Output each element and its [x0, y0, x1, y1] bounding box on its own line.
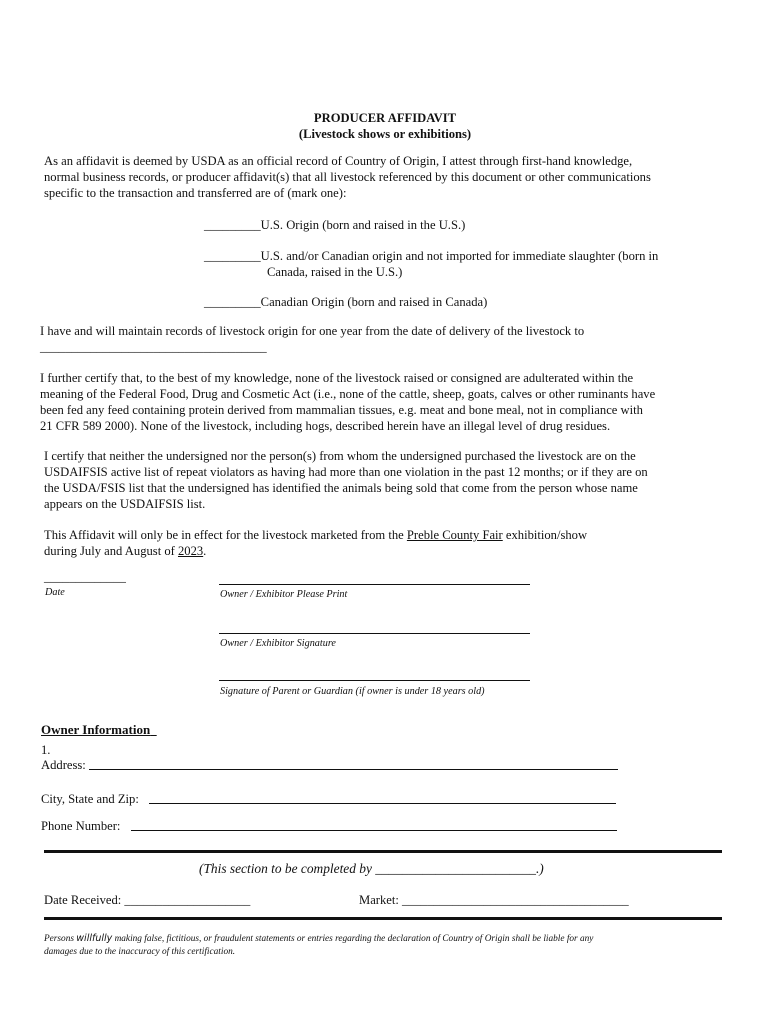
records-delivery-blank[interactable]: ____________________________________ [40, 340, 267, 354]
option-us-canadian-origin[interactable] [204, 248, 658, 264]
footer-line-1 [44, 933, 593, 944]
page-subtitle: (Livestock shows or exhibitions) [298, 127, 472, 141]
intro-line-2: normal business records, or producer affidavit(s) that all livestock referenced by this document or other communications [44, 170, 651, 184]
certify-1-line-4: 21 CFR 589 2000). None of the livestock, including hogs, described herein have an illegal level of drug residues. [40, 419, 611, 433]
footer-line-2: damages due to the inaccuracy of this certification. [44, 947, 236, 957]
owner-signature-line[interactable] [219, 633, 530, 634]
option-blank[interactable]: _________ [204, 295, 261, 309]
certify-1-line-1: I further certify that, to the best of my knowledge, none of the livestock raised or consigned are adulterated within the [40, 371, 634, 385]
effect-text: This Affidavit will only be in effect for the livestock marketed from the [44, 528, 407, 542]
date-label: Date [45, 587, 65, 598]
city-label: City, State and Zip: [41, 792, 139, 806]
market-field[interactable]: Market: ____________________________________ [359, 893, 629, 907]
date-received[interactable]: Date Received: ____________________ [44, 893, 251, 907]
option-blank[interactable]: _________ [204, 218, 261, 232]
footer-emphasis: willfully [76, 933, 113, 944]
phone-field[interactable] [131, 830, 617, 831]
section-divider-bottom [44, 917, 722, 920]
option-blank[interactable]: _________ [204, 249, 261, 263]
address-field[interactable] [89, 769, 618, 770]
footer-text: making false, fictitious, or fraudulent statements or entries regarding the declaration of Country of Origin shall be liable for any [112, 934, 594, 944]
owner-signature-label: Owner / Exhibitor Signature [220, 638, 336, 649]
option-label-continued: Canada, raised in the U.S.) [267, 265, 403, 279]
owner-print-line[interactable] [219, 584, 530, 585]
footer-text: Persons [44, 934, 77, 944]
page-title: PRODUCER AFFIDAVIT [313, 111, 457, 125]
guardian-signature-label: Signature of Parent or Guardian (if owner is under 18 years old) [220, 686, 485, 697]
address-label: Address: [41, 758, 86, 772]
owner-print-label: Owner / Exhibitor Please Print [220, 589, 348, 600]
effect-text: . [203, 544, 207, 558]
completed-by: (This section to be completed by ________________________.) [199, 861, 544, 876]
records-line-1: I have and will maintain records of livestock origin for one year from the date of delivery of the livestock to [40, 324, 585, 338]
certify-2-line-1: I certify that neither the undersigned nor the person(s) from whom the undersigned purchased the livestock are on the [44, 449, 636, 463]
certify-1-line-2: meaning of the Federal Food, Drug and Cosmetic Act (i.e., none of the cattle, sheep, goats, calves or other ruminants have [40, 387, 656, 401]
fair-year: 2023 [177, 544, 204, 558]
certify-2-line-3: the USDA/FSIS list that the undersigned has identified the animals being sold that come from the person whose name [44, 481, 638, 495]
certify-1-line-3: been fed any feed containing protein derived from mammalian tissues, e.g. meat and bone meal, not in compliance with [40, 403, 643, 417]
option-canadian-origin[interactable] [204, 294, 487, 310]
option-label: Canadian Origin (born and raised in Canada) [260, 295, 488, 309]
effect-text: during July and August of [44, 544, 178, 558]
intro-line-1: As an affidavit is deemed by USDA as an official record of Country of Origin, I attest through first-hand knowledge, [44, 154, 633, 168]
intro-line-3: specific to the transaction and transferred are of (mark one): [44, 186, 347, 200]
option-label: U.S. and/or Canadian origin and not imported for immediate slaughter (born in [260, 249, 659, 263]
guardian-signature-line[interactable] [219, 680, 530, 681]
option-label: U.S. Origin (born and raised in the U.S.) [260, 218, 466, 232]
certify-2-line-2: USDAIFSIS active list of repeat violators as having had more than one violation in the past 12 months; or if they are on [44, 465, 648, 479]
city-field[interactable] [149, 803, 616, 804]
owner-info-heading [41, 722, 157, 738]
effect-line-2 [44, 543, 206, 559]
effect-text: exhibition/show [502, 528, 588, 542]
effect-line-1 [44, 527, 587, 543]
phone-label: Phone Number: [41, 819, 121, 833]
date-blank[interactable]: _____________ [44, 570, 126, 584]
certify-2-line-4: appears on the USDAIFSIS list. [44, 497, 206, 511]
owner-info-heading-text: Owner Information [41, 722, 151, 737]
fair-name: Preble County Fair [406, 528, 503, 542]
section-divider-top [44, 850, 722, 853]
option-us-origin[interactable] [204, 217, 465, 233]
owner-number: 1. [41, 743, 51, 757]
